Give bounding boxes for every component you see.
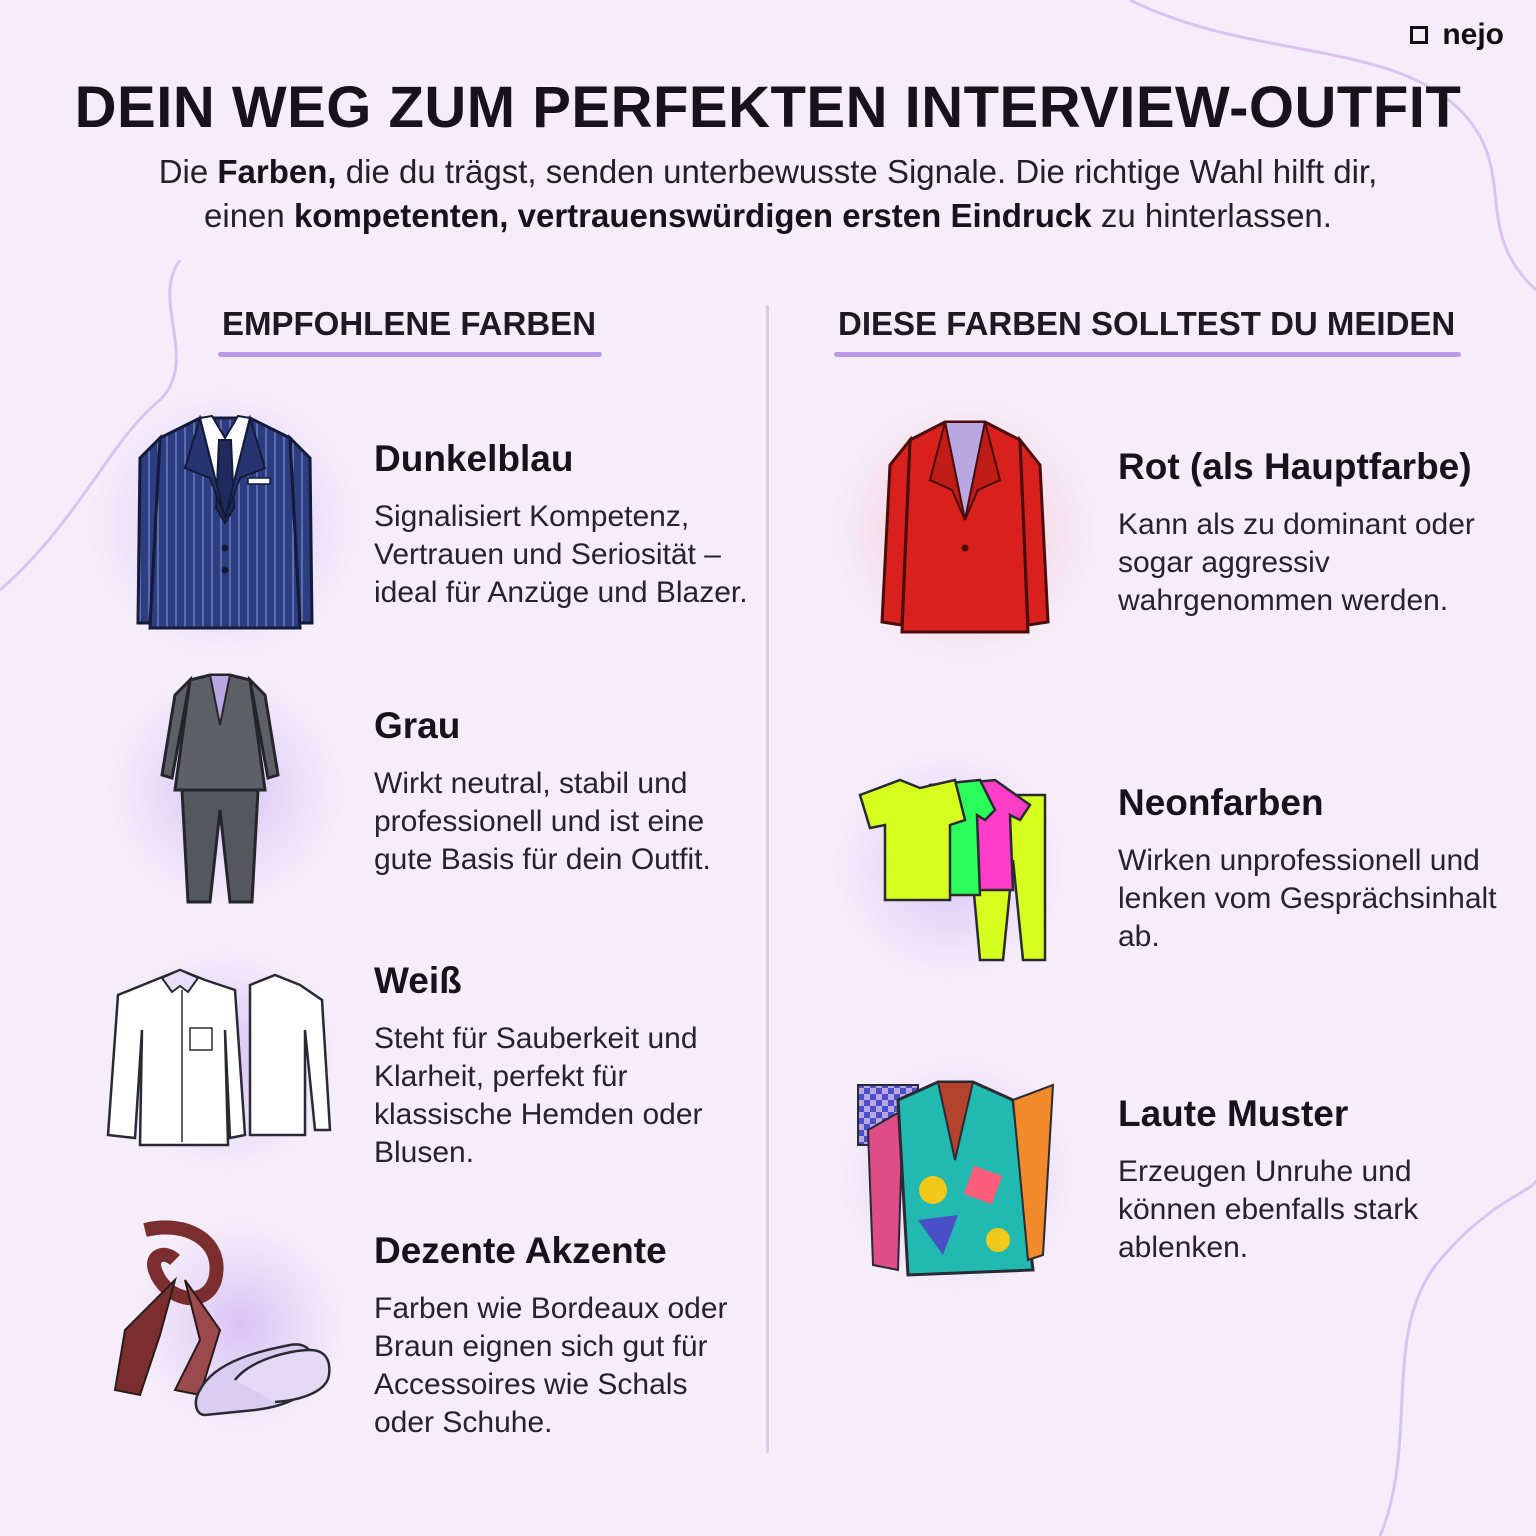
recommended-item-navy: [374, 438, 754, 612]
color-description: Farben wie Bordeaux oder Braun eignen sich gut für Accessoires wie Schals oder Schuhe.: [374, 1292, 728, 1439]
scarf-and-shoes-icon: [105, 1220, 345, 1440]
grey-suit-icon: [110, 670, 330, 910]
avoid-heading: DIESE FARBEN SOLLTEST DU MEIDEN: [838, 305, 1455, 357]
color-description: Wirkt neutral, stabil und professionell und ist eine gute Basis für dein Outfit.: [374, 767, 711, 876]
neon-clothes-icon: [845, 760, 1065, 970]
brand-logo: [1410, 18, 1504, 52]
patterned-jacket-icon: [828, 1070, 1078, 1290]
logo-square-icon: [1410, 26, 1428, 44]
color-description: Erzeugen Unruhe und können ebenfalls stark ablenken.: [1118, 1155, 1419, 1264]
color-description: Kann als zu dominant oder sogar aggressiv wahrgenommen werden.: [1118, 508, 1475, 617]
color-name: Weiß: [374, 960, 462, 1001]
color-name: Rot (als Hauptfarbe): [1118, 446, 1472, 487]
subtitle-text: zu hinterlassen.: [1091, 197, 1332, 234]
subtitle-text: Die: [158, 153, 218, 190]
red-blazer-icon: [840, 410, 1090, 650]
avoid-item-patterns: [1118, 1093, 1498, 1267]
page-title: DEIN WEG ZUM PERFEKTEN INTERVIEW-OUTFIT: [74, 75, 1462, 140]
color-name: Dezente Akzente: [374, 1230, 667, 1271]
color-name: Grau: [374, 705, 461, 746]
color-description: Steht für Sauberkeit und Klarheit, perfekt für klassische Hemden oder Blusen.: [374, 1022, 703, 1169]
subtitle-text: einen: [204, 197, 294, 234]
color-name: Dunkelblau: [374, 438, 574, 479]
color-name: Neonfarben: [1118, 782, 1324, 823]
white-shirts-icon: [100, 960, 340, 1160]
subtitle-emphasis: kompetenten, vertrauenswürdigen ersten Eindruck: [293, 197, 1092, 234]
subtitle-emphasis: Farben,: [217, 153, 337, 190]
avoid-item-neon: [1118, 782, 1498, 956]
column-divider: [766, 305, 769, 1453]
navy-pinstripe-blazer-icon: [100, 398, 350, 648]
recommended-item-white: [374, 960, 754, 1172]
color-description: Signalisiert Kompetenz, Vertrauen und Seriosität – ideal für Anzüge und Blazer.: [374, 500, 748, 609]
color-name: Laute Muster: [1118, 1093, 1349, 1134]
recommended-item-grey: [374, 705, 754, 879]
color-description: Wirken unprofessionell und lenken vom Gesprächsinhalt ab.: [1118, 844, 1497, 953]
subtitle-text: die du trägst, senden unterbewusste Signale. Die richtige Wahl hilft dir,: [336, 153, 1378, 190]
recommended-heading: EMPFOHLENE FARBEN: [222, 305, 596, 357]
avoid-item-red: [1118, 446, 1498, 620]
brand-name: nejo: [1442, 18, 1504, 51]
recommended-item-accents: [374, 1230, 754, 1442]
page-subtitle: [150, 150, 1386, 238]
